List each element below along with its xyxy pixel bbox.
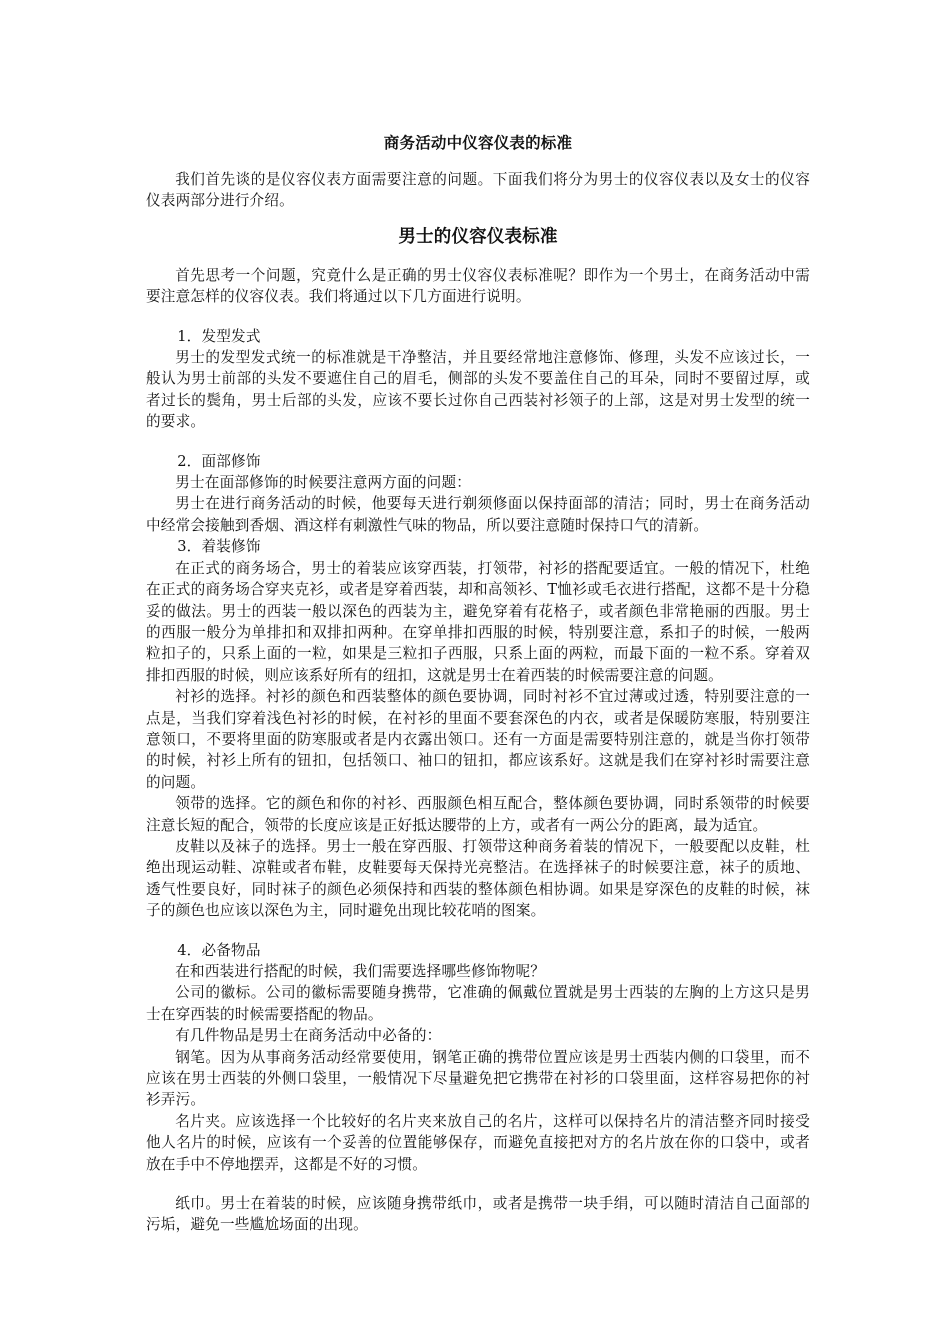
- items-paragraph-3: 有几件物品是男士在商务活动中必备的：: [175, 1027, 442, 1045]
- intro-paragraph: 我们首先谈的是仪容仪表方面需要注意的问题。下面我们将分为男士的仪容仪表以及女士的仪容仪表两部分进行介绍。: [146, 171, 810, 210]
- dress-paragraph-1: 在正式的商务场合，男士的着装应该穿西装，打领带，衬衫的搭配要适宜。一般的情况下，杜绝在正式的商务场合穿夹克衫，或者是穿着西装，却和高领衫、T恤衫或毛衣进行搭配，这都不是十分稳妥的做法。男士的西装一般以深色的西装为主，避免穿着有花格子，或者颜色非常艳丽的西服。男士的西服一般分为单排扣和双排扣两种。在穿单排扣西服的时候，特别要注意，系扣子的时候，一般两粒扣子的，只系上面的一粒，如果是三粒扣子西服，只系上面的两粒，而最下面的一粒不系。穿着双排扣西服的时候，则应该系好所有的纽扣，这就是男士在着西装的时候需要注意的问题。: [146, 559, 810, 684]
- section-title: 男士的仪容仪表标准: [398, 226, 558, 247]
- document-title: 商务活动中仪容仪表的标准: [383, 134, 573, 152]
- items-paragraph-2: 公司的徽标。公司的徽标需要随身携带，它准确的佩戴位置就是男士西装的左胸的上方这只是男士在穿西装的时候需要搭配的物品。: [146, 984, 810, 1023]
- face-heading: 2．面部修饰: [177, 452, 261, 470]
- items-paragraph-6: 纸巾。男士在着装的时候，应该随身携带纸巾，或者是携带一块手绢，可以随时清洁自己面部的污垢，避免一些尴尬场面的出现。: [146, 1195, 810, 1234]
- hair-heading: 1．发型发式: [177, 327, 261, 345]
- items-paragraph-4: 钢笔。因为从事商务活动经常要使用，钢笔正确的携带位置应该是男士西装内侧的口袋里，而不应该在男士西装的外侧口袋里，一般情况下尽量避免把它携带在衬衫的口袋里面，这样容易把你的衬衫弄污。: [146, 1048, 810, 1109]
- items-heading: 4．必备物品: [177, 941, 261, 959]
- document-page: [146, 132, 810, 1236]
- face-paragraph-2: 男士在进行商务活动的时候，他要每天进行剃须修面以保持面部的清洁；同时，男士在商务活动中经常会接触到香烟、酒这样有刺激性气味的物品，所以要注意随时保持口气的清新。: [146, 495, 810, 534]
- hair-paragraph: 男士的发型发式统一的标准就是干净整洁，并且要经常地注意修饰、修理，头发不应该过长，一般认为男士前部的头发不要遮住自己的眉毛，侧部的头发不要盖住自己的耳朵，同时不要留过厚，或者过长的鬓角，男士后部的头发，应该不要长过你自己西装衬衫领子的上部，这是对男士发型的统一的要求。: [146, 349, 810, 431]
- items-paragraph-1: 在和西装进行搭配的时候，我们需要选择哪些修饰物呢？: [175, 963, 546, 980]
- dress-paragraph-2: 衬衫的选择。衬衫的颜色和西装整体的颜色要协调，同时衬衫不宜过薄或过透，特别要注意的一点是，当我们穿着浅色衬衫的时候，在衬衫的里面不要套深色的内衣，或者是保暖防寒服，特别要注意领口，不要将里面的防寒服或者是内衣露出领口。还有一方面是需要特别注意的，就是当你打领带的时候，衬衫上所有的钮扣，包括领口、袖口的钮扣，都应该系好。这就是我们在穿衬衫时需要注意的问题。: [146, 688, 810, 791]
- items-paragraph-5: 名片夹。应该选择一个比较好的名片夹来放自己的名片，这样可以保持名片的清洁整齐同时接受他人名片的时候，应该有一个妥善的位置能够保存，而避免直接把对方的名片放在你的口袋中，或者放在手中不停地摆弄，这都是不好的习惯。: [146, 1112, 810, 1173]
- dress-paragraph-4: 皮鞋以及袜子的选择。男士一般在穿西服、打领带这种商务着装的情况下，一般要配以皮鞋，杜绝出现运动鞋、凉鞋或者布鞋，皮鞋要每天保持光亮整洁。在选择袜子的时候要注意，袜子的质地、透气性要良好，同时袜子的颜色必须保持和西装的整体颜色相协调。如果是穿深色的皮鞋的时候，袜子的颜色也应该以深色为主，同时避免出现比较花哨的图案。: [146, 837, 810, 920]
- dress-heading: 3．着装修饰: [177, 538, 261, 556]
- face-paragraph-1: 男士在面部修饰的时候要注意两方面的问题：: [175, 474, 472, 492]
- dress-paragraph-3: 领带的选择。它的颜色和你的衬衫、西服颜色相互配合，整体颜色要协调，同时系领带的时候要注意长短的配合，领带的长度应该是正好抵达腰带的上方，或者有一两公分的距离，最为适宜。: [146, 795, 810, 834]
- section-intro-paragraph: 首先思考一个问题，究竟什么是正确的男士仪容仪表标准呢？即作为一个男士，在商务活动中需要注意怎样的仪容仪表。我们将通过以下几方面进行说明。: [146, 266, 810, 306]
